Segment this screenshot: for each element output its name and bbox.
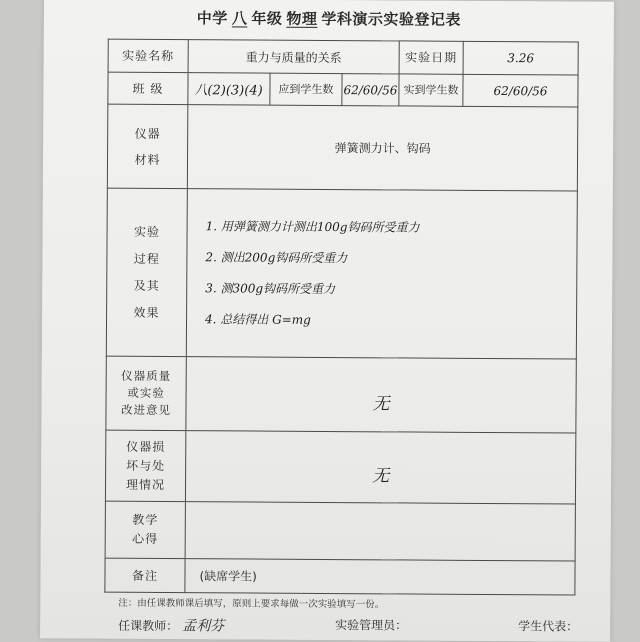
row-remarks xyxy=(105,558,575,595)
remarks-label: 备注 xyxy=(105,558,185,592)
title-prefix: 中学 xyxy=(196,9,228,28)
process-step: 2. 测出200g钩码所受重力 xyxy=(205,249,348,265)
quality-label-line: 仪器质量 xyxy=(121,368,172,384)
teacher-signature xyxy=(118,615,224,636)
damage-value: 无 xyxy=(185,431,575,504)
teacher-label: 任课教师： xyxy=(118,618,179,634)
process-label-line: 实验 xyxy=(134,224,161,239)
reflection-label xyxy=(105,501,185,558)
experiment-name-value: 重力与质量的关系 xyxy=(188,40,399,74)
form-footnote: 注：由任课教师课后填写，原则上要求每做一次实验填写一份。 xyxy=(118,597,385,611)
materials-label-line: 材料 xyxy=(134,152,161,167)
row-damage xyxy=(105,430,575,504)
quality-label-line: 改进意见 xyxy=(120,402,172,418)
process-label xyxy=(106,188,187,356)
materials-label-line: 仪器 xyxy=(134,126,161,141)
title-grade-suffix: 年级 xyxy=(251,9,283,28)
teacher-signature-value: 孟利芬 xyxy=(182,618,225,635)
experiment-date-label: 实验日期 xyxy=(399,41,463,74)
actual-students-value: 62/60/56 xyxy=(463,74,578,107)
experiment-record-table xyxy=(104,39,578,596)
form-title xyxy=(44,6,614,30)
process-step: 4. 总结得出 G=mg xyxy=(205,311,311,327)
registration-form-sheet xyxy=(40,0,614,642)
class-value: 八(2)(3)(4) xyxy=(188,73,270,106)
damage-label xyxy=(105,430,185,501)
row-class xyxy=(108,72,578,107)
manager-label: 实验管理员： xyxy=(335,618,408,633)
expected-students-label: 应到学生数 xyxy=(270,73,342,105)
title-grade: 八 xyxy=(231,9,248,28)
process-step: 1. 用弹簧测力计测出100g钩码所受重力 xyxy=(205,218,420,235)
damage-label-line: 坏与处 xyxy=(126,458,166,473)
experiment-date-value: 3.26 xyxy=(463,41,578,75)
quality-label xyxy=(106,356,186,430)
row-materials xyxy=(107,104,578,191)
row-reflection xyxy=(105,501,575,561)
student-rep-label: 学生代表： xyxy=(518,619,579,634)
reflection-value xyxy=(185,502,575,561)
remarks-value: (缺席学生) xyxy=(185,559,575,595)
title-subject: 物理 xyxy=(286,9,318,28)
reflection-label-line: 教学 xyxy=(132,512,159,527)
expected-students-value: 62/60/56 xyxy=(342,74,399,106)
damage-label-line: 理情况 xyxy=(125,477,166,492)
process-label-line: 过程 xyxy=(133,251,160,266)
experiment-name-label: 实验名称 xyxy=(108,39,188,72)
process-label-line: 效果 xyxy=(133,305,160,320)
process-steps xyxy=(186,189,577,359)
row-experiment-name xyxy=(108,39,578,75)
quality-label-line: 或实验 xyxy=(127,385,165,401)
materials-value: 弹簧测力计、钩码 xyxy=(187,105,578,191)
row-quality xyxy=(106,356,576,433)
signature-line xyxy=(118,615,578,638)
process-label-line: 及其 xyxy=(133,278,160,293)
damage-label-line: 仪器损 xyxy=(126,439,166,454)
actual-students-label: 实到学生数 xyxy=(399,74,463,106)
process-step: 3. 测300g钩码所受重力 xyxy=(205,280,336,296)
row-process xyxy=(106,188,577,359)
materials-label xyxy=(107,104,188,188)
title-suffix: 学科演示实验登记表 xyxy=(321,9,461,29)
reflection-label-line: 心得 xyxy=(132,531,159,546)
quality-value: 无 xyxy=(186,357,576,433)
class-label: 班 级 xyxy=(108,72,188,104)
